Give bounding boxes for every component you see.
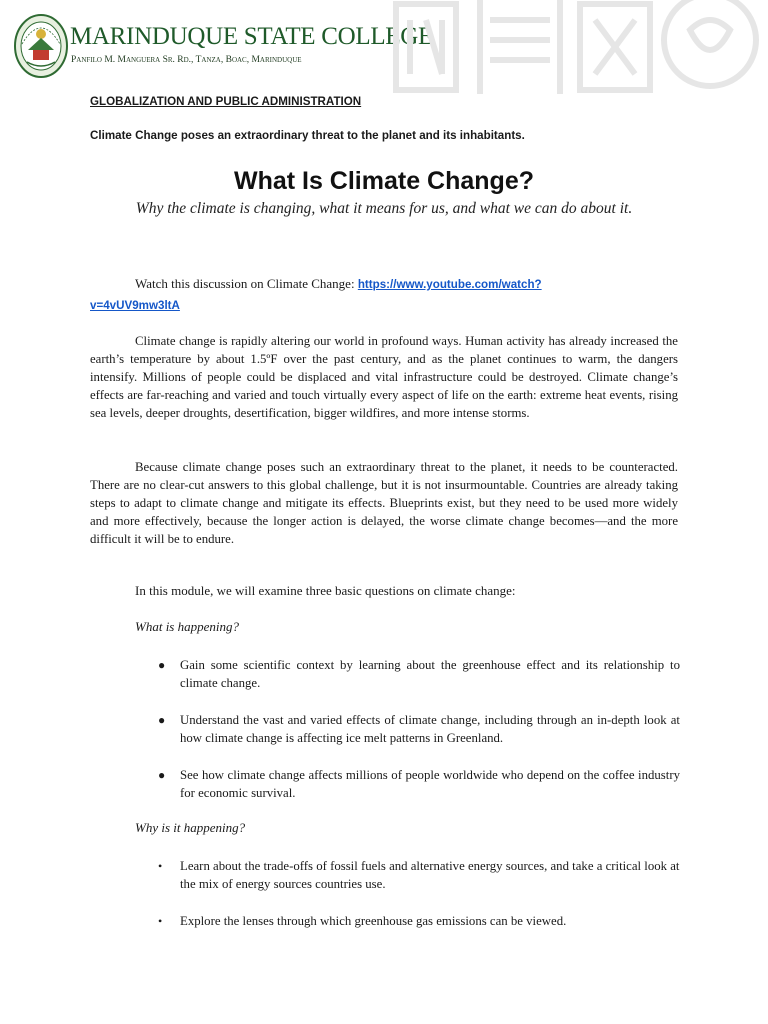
course-title: GLOBALIZATION AND PUBLIC ADMINISTRATION — [90, 95, 362, 108]
watch-label: Watch this discussion on Climate Change: — [135, 276, 358, 291]
letterhead — [0, 0, 768, 88]
bullet-icon: • — [158, 859, 163, 873]
college-name: MARINDUQUE STATE COLLEGE — [70, 23, 433, 50]
watermark-graphic — [390, 0, 768, 94]
question-what: What is happening? — [135, 619, 239, 634]
youtube-link[interactable]: https://www.youtube.com/watch? v=4vUV9mw3ltA — [90, 278, 542, 312]
intro-line: Climate Change poses an extraordinary threat to the planet and its inhabitants. — [90, 129, 525, 142]
module-intro: In this module, we will examine three basic questions on climate change: — [135, 583, 516, 598]
college-address: Panfilo M. Manguera Sr. Rd., Tanza, Boac, Marinduque — [71, 55, 302, 65]
paragraph-1: Climate change is rapidly altering our world in profound ways. Human activity has already increased the earth’s temperature by about 1.5ºF over the past century, and as the planet continues to warm, the dangers intensify. Millions of people could be displaced and vital infrastructure could be destroyed. Climate change’s effects are far-reaching and varied and touch virtually every aspect of life on the earth: extreme heat events, rising sea levels, deeper droughts, desertification, bigger wildfires, and more intense storms. — [90, 334, 678, 421]
bullet-icon: ● — [158, 713, 166, 727]
bullet-icon: • — [158, 914, 163, 928]
question-why: Why is it happening? — [135, 820, 246, 835]
college-seal-icon — [14, 14, 68, 78]
page-title: What Is Climate Change? — [233, 167, 535, 195]
bullet-icon: ● — [158, 768, 166, 782]
paragraph-2: Because climate change poses such an extraordinary threat to the planet, it needs to be counteracted. There are no clear-cut answers to this global challenge, but it is not insurmountable. Countries are already taking steps to adapt to climate change and mitigate its effects. Blueprints exist, but they need to be used more widely and more effectively, because the longer action is delayed, the worse climate change becomes—and the more difficult it will be to endure. — [90, 460, 678, 547]
watch-line — [90, 274, 678, 316]
bullet-icon: ● — [158, 658, 166, 672]
page-subtitle: Why the climate is changing, what it means for us, and what we can do about it. — [135, 200, 633, 217]
